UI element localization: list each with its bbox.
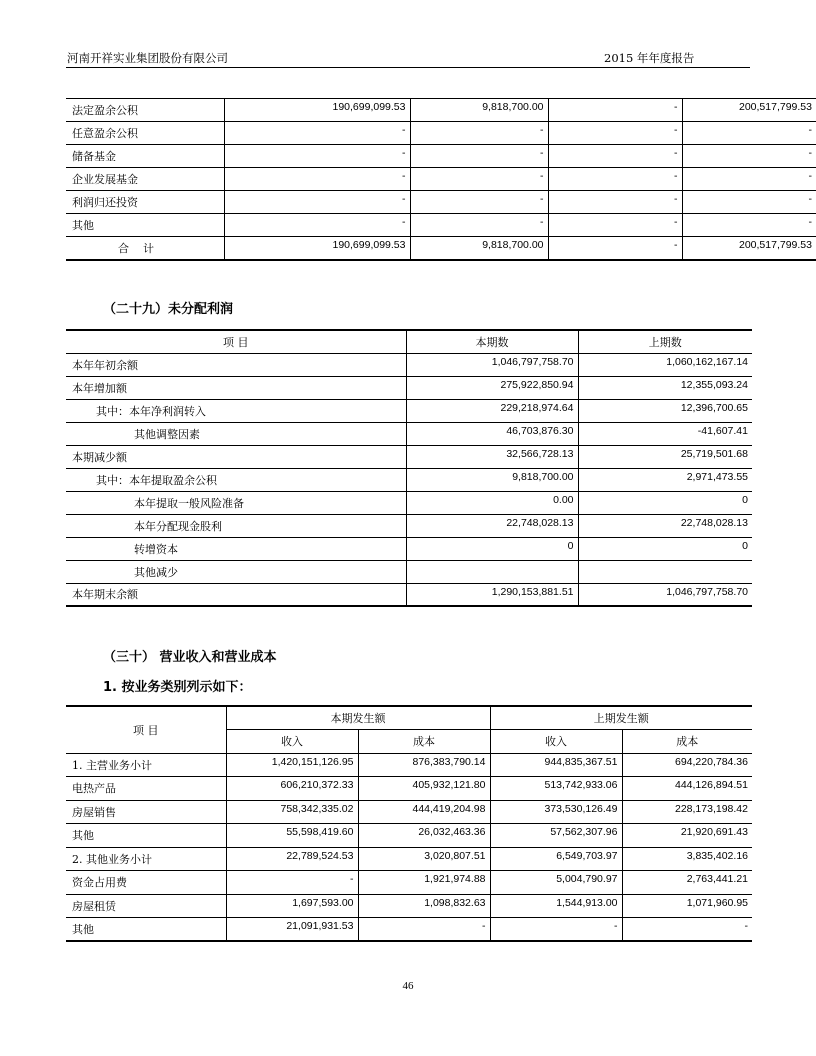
surplus-reserve-table (66, 98, 816, 261)
section-29-title: （二十九）未分配利润 (103, 302, 234, 317)
previous-value: 22,748,028.13 (578, 514, 752, 537)
current-value: 46,703,876.30 (406, 422, 578, 445)
previous-value: 1,046,797,758.70 (578, 583, 752, 606)
value-cell: 200,517,799.53 (682, 237, 816, 260)
value-cell: 9,818,700.00 (410, 237, 548, 260)
previous-value: 1,060,162,167.14 (578, 353, 752, 376)
value-cell: 9,818,700.00 (410, 99, 548, 122)
row-label: 1. 主营业务小计 (66, 753, 226, 777)
table-row (66, 145, 816, 168)
row-label: 转增资本 (66, 537, 406, 560)
table-row (66, 537, 752, 560)
value-cell: - (548, 214, 682, 237)
value-cell: 1,420,151,126.95 (226, 753, 358, 777)
current-value: 0 (406, 537, 578, 560)
value-cell: - (224, 214, 410, 237)
table-row (66, 468, 752, 491)
value-cell: 3,835,402.16 (622, 847, 752, 871)
current-value: 1,046,797,758.70 (406, 353, 578, 376)
col-header-previous: 上期数 (578, 330, 752, 353)
table-row (66, 560, 752, 583)
current-value: 229,218,974.64 (406, 399, 578, 422)
table-row (66, 894, 752, 918)
current-value: 275,922,850.94 (406, 376, 578, 399)
value-cell: 876,383,790.14 (358, 753, 490, 777)
value-cell: - (410, 145, 548, 168)
value-cell: - (682, 214, 816, 237)
value-cell: - (410, 168, 548, 191)
value-cell: - (410, 214, 548, 237)
previous-value: 12,396,700.65 (578, 399, 752, 422)
value-cell: - (548, 191, 682, 214)
current-value: 0.00 (406, 491, 578, 514)
previous-value: 0 (578, 537, 752, 560)
row-label: 其中：本年净利润转入 (66, 399, 406, 422)
table-row (66, 168, 816, 191)
undistributed-profit-table (66, 329, 752, 607)
value-cell: 758,342,335.02 (226, 800, 358, 824)
value-cell: - (226, 871, 358, 895)
value-cell: 373,530,126.49 (490, 800, 622, 824)
table-row (66, 491, 752, 514)
row-label: 电热产品 (66, 777, 226, 801)
value-cell: - (622, 918, 752, 942)
row-label: 本年提取一般风险准备 (66, 491, 406, 514)
section-30-subtitle: 1. 按业务类别列示如下： (103, 680, 252, 695)
table-row (66, 237, 816, 260)
table-row (66, 824, 752, 848)
value-cell: 2,763,441.21 (622, 871, 752, 895)
table-row (66, 583, 752, 606)
value-cell: 55,598,419.60 (226, 824, 358, 848)
value-cell: 3,020,807.51 (358, 847, 490, 871)
table-row (66, 191, 816, 214)
value-cell: 5,004,790.97 (490, 871, 622, 895)
table-header-row (66, 706, 752, 730)
row-label: 本年年初余额 (66, 353, 406, 376)
row-label: 本年增加额 (66, 376, 406, 399)
table-row (66, 122, 816, 145)
value-cell: - (358, 918, 490, 942)
current-value: 9,818,700.00 (406, 468, 578, 491)
value-cell: - (410, 122, 548, 145)
value-cell: - (548, 99, 682, 122)
value-cell: 444,419,204.98 (358, 800, 490, 824)
table-row (66, 800, 752, 824)
row-label: 其他调整因素 (66, 422, 406, 445)
table-row (66, 422, 752, 445)
value-cell: - (682, 122, 816, 145)
value-cell: - (410, 191, 548, 214)
row-label: 利润归还投资 (66, 191, 224, 214)
value-cell: 405,932,121.80 (358, 777, 490, 801)
value-cell: 513,742,933.06 (490, 777, 622, 801)
row-label: 其他 (66, 918, 226, 942)
row-label: 资金占用费 (66, 871, 226, 895)
row-label: 本期减少额 (66, 445, 406, 468)
value-cell: - (682, 168, 816, 191)
row-label: 合 计 (66, 237, 224, 260)
value-cell: 1,544,913.00 (490, 894, 622, 918)
page-number: 46 (402, 980, 414, 992)
row-label: 本年期末余额 (66, 583, 406, 606)
report-title: 2015 年年度报告 (604, 51, 695, 65)
value-cell: - (490, 918, 622, 942)
value-cell: 694,220,784.36 (622, 753, 752, 777)
current-value: 22,748,028.13 (406, 514, 578, 537)
table-row (66, 445, 752, 468)
value-cell: - (224, 122, 410, 145)
table-row (66, 353, 752, 376)
table-row (66, 214, 816, 237)
value-cell: - (224, 145, 410, 168)
value-cell: 6,549,703.97 (490, 847, 622, 871)
company-name: 河南开祥实业集团股份有限公司 (67, 51, 228, 65)
previous-value: 0 (578, 491, 752, 514)
header-rule (66, 67, 750, 68)
value-cell: 1,071,960.95 (622, 894, 752, 918)
row-label: 任意盈余公积 (66, 122, 224, 145)
table-row (66, 376, 752, 399)
value-cell: 26,032,463.36 (358, 824, 490, 848)
col-header-current-period: 本期发生额 (226, 706, 490, 730)
value-cell: 21,920,691.43 (622, 824, 752, 848)
value-cell: - (548, 145, 682, 168)
value-cell: 200,517,799.53 (682, 99, 816, 122)
value-cell: - (682, 145, 816, 168)
current-value: 32,566,728.13 (406, 445, 578, 468)
current-value (406, 560, 578, 583)
value-cell: 1,697,593.00 (226, 894, 358, 918)
previous-value (578, 560, 752, 583)
row-label: 2. 其他业务小计 (66, 847, 226, 871)
col-header-previous-cost: 成本 (622, 730, 752, 754)
table-row (66, 753, 752, 777)
table-row (66, 847, 752, 871)
col-header-previous-revenue: 收入 (490, 730, 622, 754)
value-cell: 57,562,307.96 (490, 824, 622, 848)
row-label: 企业发展基金 (66, 168, 224, 191)
col-header-item: 项 目 (66, 330, 406, 353)
section-30-title: （三十） 营业收入和营业成本 (103, 650, 277, 665)
value-cell: - (548, 237, 682, 260)
previous-value: 2,971,473.55 (578, 468, 752, 491)
col-header-previous-period: 上期发生额 (490, 706, 752, 730)
value-cell: 21,091,931.53 (226, 918, 358, 942)
row-label: 其他 (66, 824, 226, 848)
value-cell: - (682, 191, 816, 214)
row-label: 房屋租赁 (66, 894, 226, 918)
previous-value: 25,719,501.68 (578, 445, 752, 468)
value-cell: 190,699,099.53 (224, 99, 410, 122)
row-label: 本年分配现金股利 (66, 514, 406, 537)
table-row (66, 918, 752, 942)
value-cell: - (224, 168, 410, 191)
value-cell: - (548, 122, 682, 145)
table-row (66, 514, 752, 537)
value-cell: 228,173,198.42 (622, 800, 752, 824)
row-label: 其他 (66, 214, 224, 237)
table-row (66, 399, 752, 422)
previous-value: -41,607.41 (578, 422, 752, 445)
value-cell: 22,789,524.53 (226, 847, 358, 871)
value-cell: 444,126,894.51 (622, 777, 752, 801)
value-cell: 606,210,372.33 (226, 777, 358, 801)
value-cell: 1,921,974.88 (358, 871, 490, 895)
row-label: 储备基金 (66, 145, 224, 168)
row-label: 其中：本年提取盈余公积 (66, 468, 406, 491)
value-cell: 1,098,832.63 (358, 894, 490, 918)
row-label: 房屋销售 (66, 800, 226, 824)
previous-value: 12,355,093.24 (578, 376, 752, 399)
value-cell: - (548, 168, 682, 191)
row-label: 其他减少 (66, 560, 406, 583)
row-label: 法定盈余公积 (66, 99, 224, 122)
table-row (66, 777, 752, 801)
col-header-current: 本期数 (406, 330, 578, 353)
value-cell: 944,835,367.51 (490, 753, 622, 777)
col-header-current-revenue: 收入 (226, 730, 358, 754)
value-cell: 190,699,099.53 (224, 237, 410, 260)
value-cell: - (224, 191, 410, 214)
table-row (66, 871, 752, 895)
col-header-current-cost: 成本 (358, 730, 490, 754)
table-row (66, 99, 816, 122)
revenue-cost-table (66, 705, 752, 942)
col-header-item: 项 目 (66, 706, 226, 753)
current-value: 1,290,153,881.51 (406, 583, 578, 606)
table-header-row (66, 330, 752, 353)
